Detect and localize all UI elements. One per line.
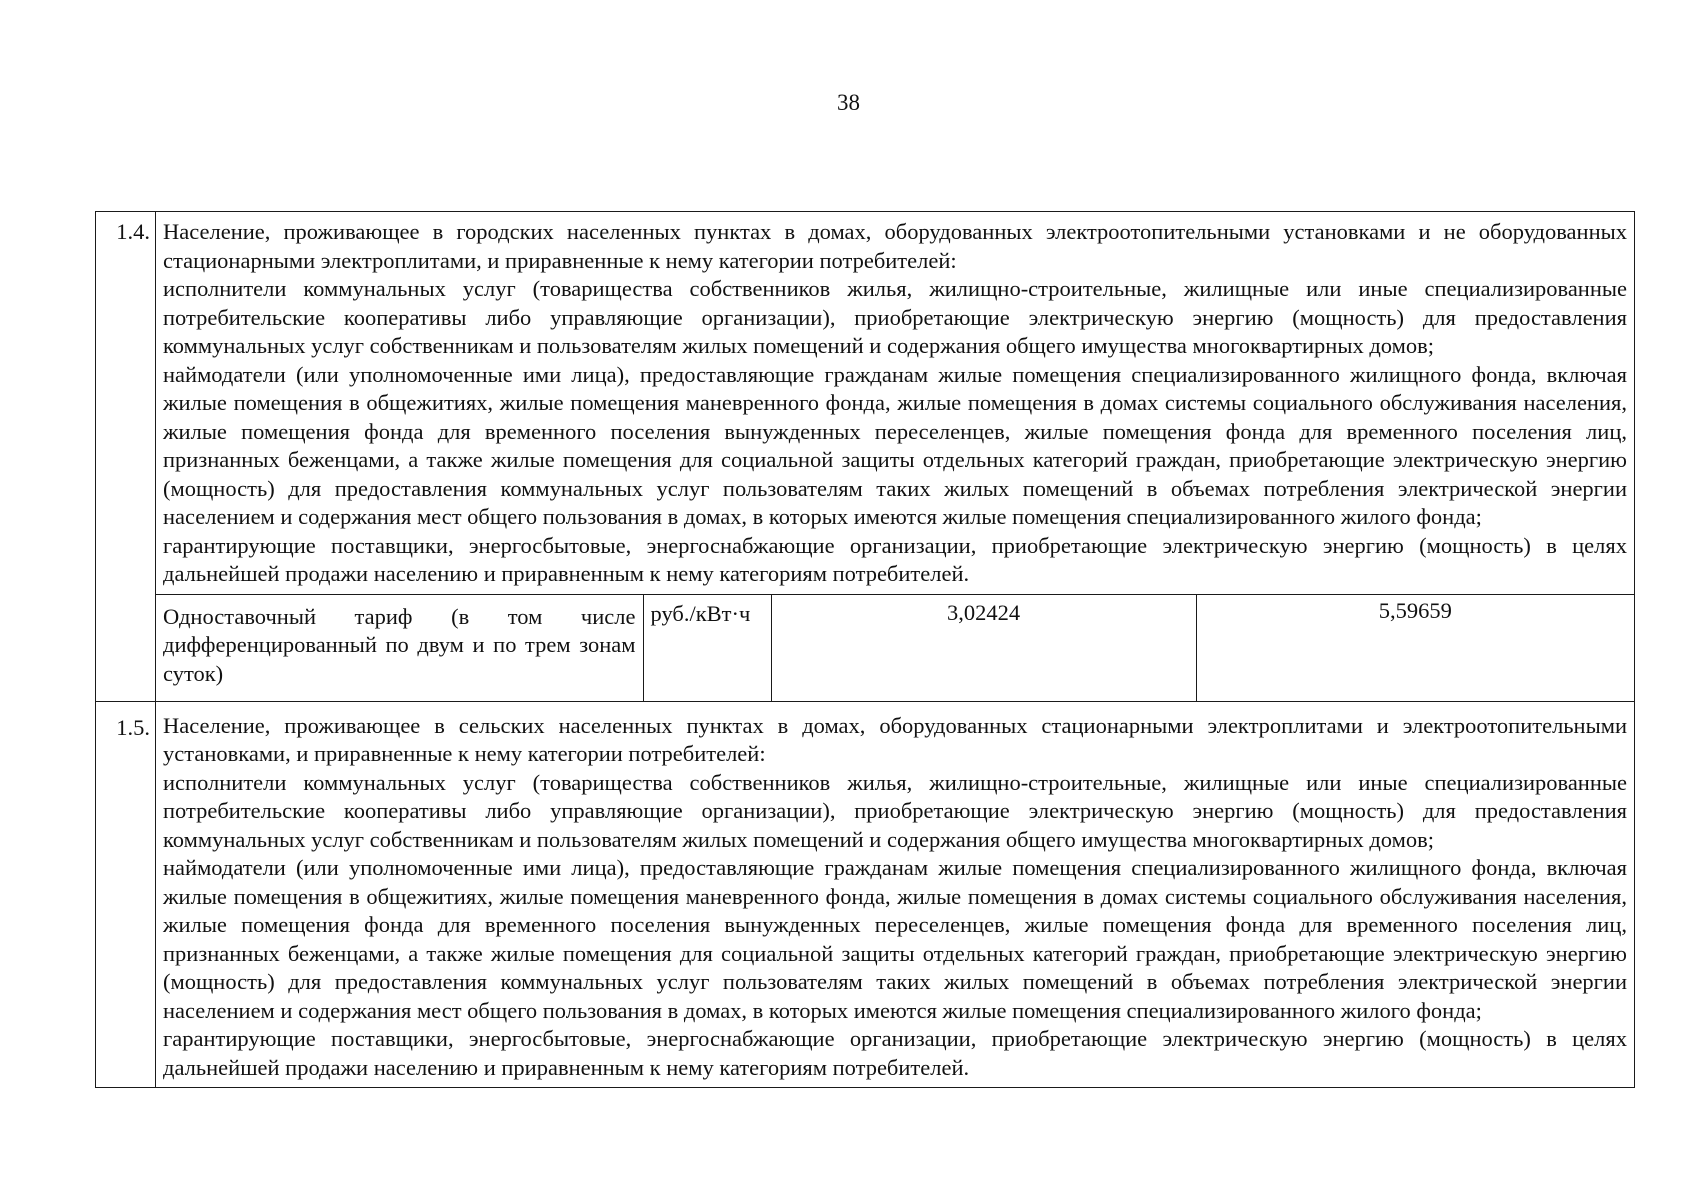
row-number: 1.5. bbox=[96, 701, 156, 1088]
row-paragraph: гарантирующие поставщики, энергосбытовые, энергоснабжающие организации, приобретающие электрическую энергию (мощность) в целях дальнейшей продажи населению и приравненным к нему категориям потребителей. bbox=[163, 532, 1627, 586]
row-paragraph: исполнители коммунальных услуг (товарищества собственников жилья, жилищно-строительные, жилищные или иные специализированные потребительские кооперативы либо управляющие организации), приобретающие электрическую энергию (мощность) для предоставления коммунальных услуг собственникам и пользователям жилых помещений и содержания общего имущества многоквартирных домов; bbox=[163, 276, 1627, 358]
tariff-value-2: 5,59659 bbox=[1196, 595, 1634, 701]
row-paragraph: Население, проживающее в сельских населенных пунктах в домах, оборудованных стационарными электроплитами и электроотопительными установками, и приравненные к нему категории потребителей: bbox=[163, 712, 1627, 766]
row-description bbox=[156, 701, 1635, 1088]
row-paragraph: исполнители коммунальных услуг (товарищества собственников жилья, жилищно-строительные, жилищные или иные специализированные потребительские кооперативы либо управляющие организации), приобретающие электрическую энергию (мощность) для предоставления коммунальных услуг собственникам и пользователям жилых помещений и содержания общего имущества многоквартирных домов; bbox=[163, 769, 1627, 852]
tariff-subtable bbox=[156, 595, 1634, 701]
row-paragraph: гарантирующие поставщики, энергосбытовые, энергоснабжающие организации, приобретающие электрическую энергию (мощность) в целях дальнейшей продажи населению и приравненным к нему категориям потребителей. bbox=[163, 1026, 1627, 1080]
row-paragraph: наймодатели (или уполномоченные ими лица), предоставляющие гражданам жилые помещения специализированного жилищного фонда, включая жилые помещения в общежитиях, жилые помещения маневренного фонда, жилые помещения в домах системы социального обслуживания населения, жилые помещения фонда для временного поселения вынужденных переселенцев, жилые помещения фонда для временного поселения лиц, признанных беженцами, а также жилые помещения для социальной защиты отдельных категорий граждан, приобретающие электрическую энергию (мощность) для предоставления коммунальных услуг пользователям таких жилых помещений в объемах потребления электрической энергии населением и содержания мест общего пользования в домах, в которых имеются жилые помещения специализированного жилого фонда; bbox=[163, 855, 1627, 1023]
tariff-description bbox=[156, 595, 643, 701]
tariff-description-text: Одноставочный тариф (в том числе дифференцированный по двум и по трем зонам суток) bbox=[163, 603, 636, 686]
row-number: 1.4. bbox=[96, 212, 156, 702]
tariff-table bbox=[95, 211, 1635, 1088]
row-description bbox=[156, 212, 1635, 595]
table-row bbox=[96, 701, 1635, 1088]
tariff-row bbox=[96, 594, 1635, 701]
page-number: 38 bbox=[837, 90, 860, 115]
row-paragraph: наймодатели (или уполномоченные ими лица), предоставляющие гражданам жилые помещения специализированного жилищного фонда, включая жилые помещения в общежитиях, жилые помещения маневренного фонда, жилые помещения в домах системы социального обслуживания населения, жилые помещения фонда для временного поселения вынужденных переселенцев, жилые помещения фонда для временного поселения лиц, признанных беженцами, а также жилые помещения для социальной защиты отдельных категорий граждан, приобретающие электрическую энергию (мощность) для предоставления коммунальных услуг пользователям таких жилых помещений в объемах потребления электрической энергии населением и содержания мест общего пользования в домах, в которых имеются жилые помещения специализированного жилого фонда; bbox=[163, 361, 1627, 529]
tariff-value-1: 3,02424 bbox=[771, 595, 1196, 701]
tariff-subtable-cell bbox=[156, 594, 1635, 701]
table-row bbox=[96, 212, 1635, 595]
row-paragraph: Население, проживающее в городских населенных пунктах в домах, оборудованных электроотопительными установками и не оборудованных стационарными электроплитами, и приравненные к нему категории потребителей: bbox=[163, 219, 1627, 273]
tariff-unit: руб./кВт·ч bbox=[643, 595, 771, 701]
